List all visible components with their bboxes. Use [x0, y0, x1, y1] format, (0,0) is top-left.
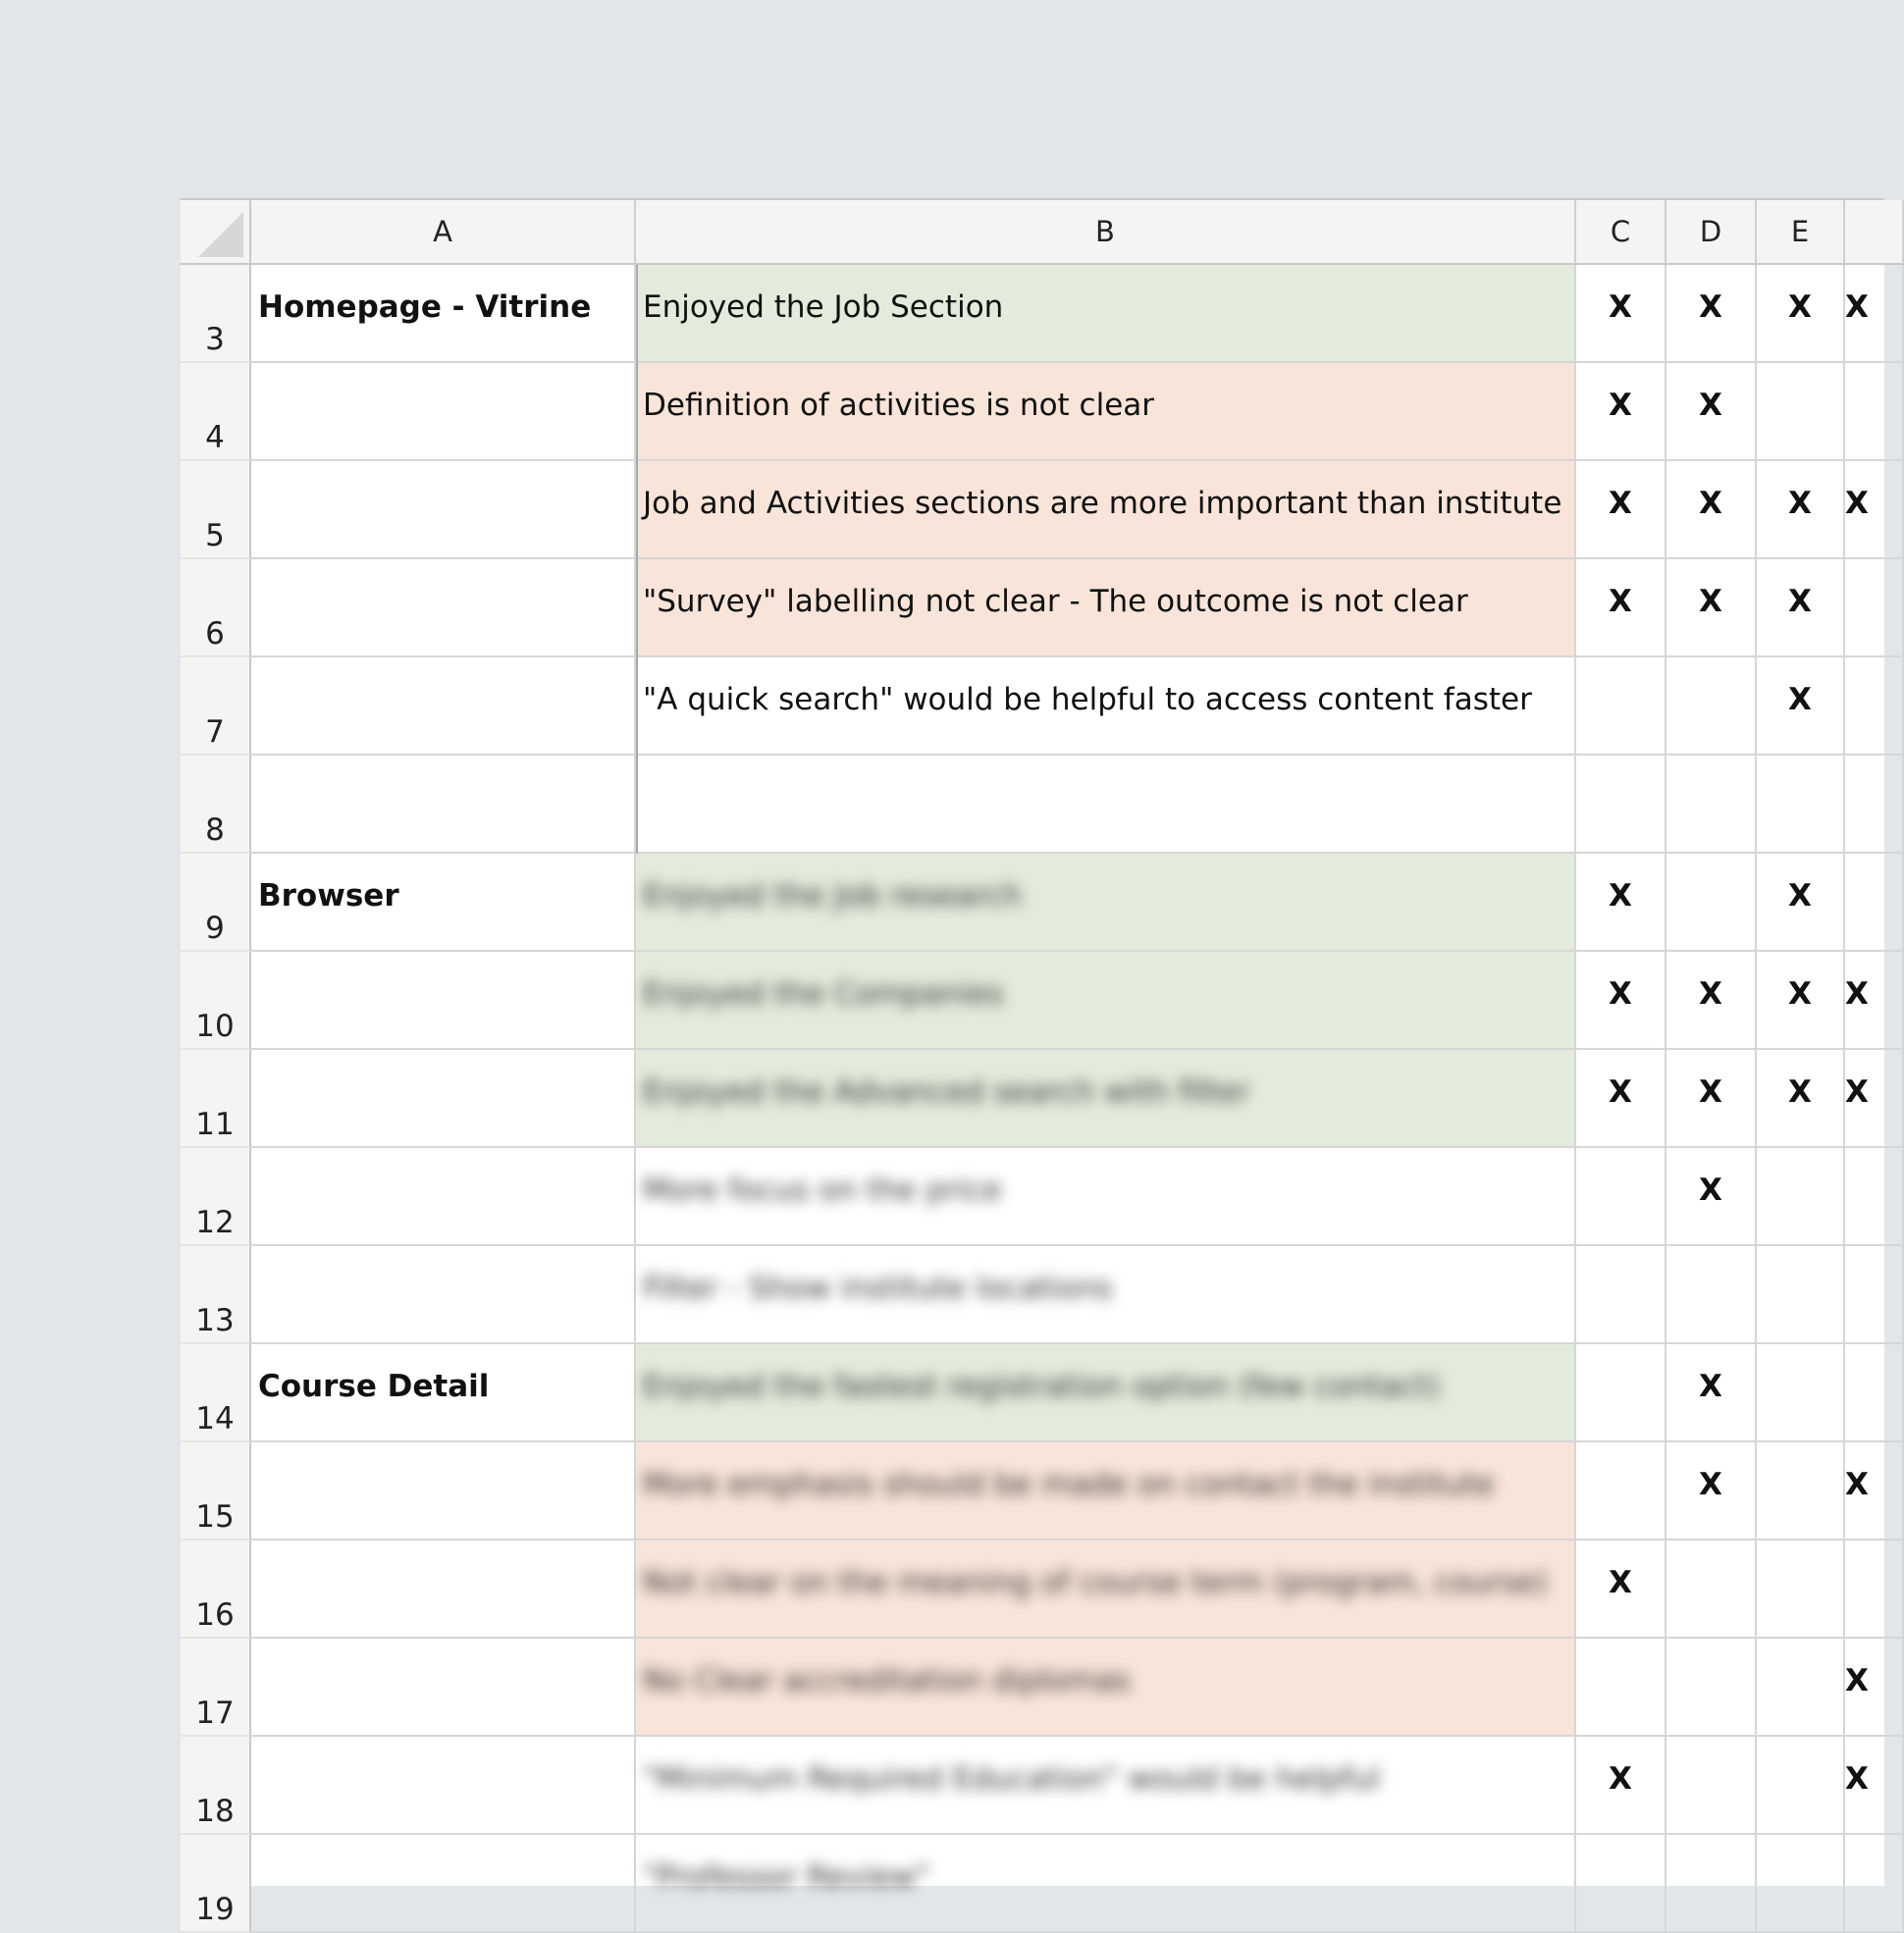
- column-b-left-border: [636, 265, 638, 854]
- column-header-c[interactable]: C: [1576, 200, 1666, 265]
- cell-b-text: More focus on the price: [643, 1173, 1002, 1208]
- cell-b[interactable]: [636, 1737, 1576, 1835]
- cell-f[interactable]: [1845, 265, 1904, 363]
- cell-c-text: X: [1609, 878, 1632, 914]
- cell-d-text: X: [1699, 289, 1722, 325]
- cell-c-text: X: [1609, 486, 1632, 521]
- cell-f[interactable]: [1845, 854, 1904, 952]
- cell-b-text: Enjoyed the Companies: [643, 976, 1004, 1012]
- cell-b[interactable]: [636, 1541, 1576, 1639]
- cell-d[interactable]: [1666, 265, 1757, 363]
- cell-c[interactable]: [1576, 756, 1666, 854]
- cell-f[interactable]: [1845, 952, 1904, 1050]
- cell-a[interactable]: [251, 559, 636, 657]
- cell-c-text: X: [1609, 388, 1632, 423]
- cell-b-text: "Minimum Required Education" would be helpful: [643, 1761, 1380, 1797]
- cell-a[interactable]: [251, 756, 636, 854]
- cell-e[interactable]: [1757, 1541, 1845, 1639]
- cell-f[interactable]: [1845, 657, 1904, 756]
- column-header-b[interactable]: B: [636, 200, 1576, 265]
- cell-e[interactable]: [1757, 1050, 1845, 1148]
- cell-c-text: X: [1609, 289, 1632, 325]
- cell-f-text: X: [1845, 976, 1869, 1012]
- cell-a[interactable]: [251, 1442, 636, 1541]
- cell-c-text: X: [1609, 584, 1632, 619]
- cell-f[interactable]: [1845, 1050, 1904, 1148]
- cell-b[interactable]: [636, 461, 1576, 559]
- cell-e-text: X: [1788, 1074, 1812, 1110]
- cell-e-text: X: [1788, 682, 1812, 717]
- cell-d-text: X: [1699, 1369, 1722, 1404]
- cell-c[interactable]: [1576, 559, 1666, 657]
- cell-b[interactable]: [636, 952, 1576, 1050]
- cell-b[interactable]: [636, 1442, 1576, 1541]
- cell-a[interactable]: [251, 1639, 636, 1737]
- cell-c[interactable]: [1576, 1835, 1666, 1933]
- cell-f[interactable]: [1845, 756, 1904, 854]
- cell-a[interactable]: [251, 1246, 636, 1344]
- cell-f-text: X: [1845, 1761, 1869, 1797]
- cell-b[interactable]: [636, 1246, 1576, 1344]
- cell-c[interactable]: [1576, 1442, 1666, 1541]
- row-header[interactable]: 3: [181, 265, 251, 363]
- cell-c[interactable]: [1576, 854, 1666, 952]
- cell-e[interactable]: [1757, 1639, 1845, 1737]
- cell-e-text: X: [1788, 976, 1812, 1012]
- row-header[interactable]: 9: [181, 854, 251, 952]
- row-header[interactable]: 5: [181, 461, 251, 559]
- cell-b-text: Enjoyed the fastest registration option (few contact): [643, 1369, 1440, 1404]
- cell-a[interactable]: [251, 363, 636, 461]
- cell-c-text: X: [1609, 1074, 1632, 1110]
- row-header[interactable]: 15: [181, 1442, 251, 1541]
- cell-b[interactable]: [636, 1835, 1576, 1933]
- cell-e[interactable]: [1757, 756, 1845, 854]
- cell-d[interactable]: [1666, 1639, 1757, 1737]
- select-all-triangle-icon: [198, 212, 243, 257]
- cell-b[interactable]: [636, 265, 1576, 363]
- row-header[interactable]: 10: [181, 952, 251, 1050]
- cell-c[interactable]: [1576, 1246, 1666, 1344]
- cell-b[interactable]: [636, 756, 1576, 854]
- cell-d-text: X: [1699, 1074, 1722, 1110]
- cell-e[interactable]: [1757, 657, 1845, 756]
- cell-a-text: Homepage - Vitrine: [258, 289, 592, 325]
- cell-a[interactable]: [251, 1541, 636, 1639]
- cell-d[interactable]: [1666, 1344, 1757, 1442]
- column-header-a[interactable]: A: [251, 200, 636, 265]
- cell-d[interactable]: [1666, 657, 1757, 756]
- cell-b[interactable]: [636, 657, 1576, 756]
- cell-e[interactable]: [1757, 1344, 1845, 1442]
- column-header-d[interactable]: D: [1666, 200, 1757, 265]
- cell-e-text: X: [1788, 486, 1812, 521]
- cell-e-text: X: [1788, 584, 1812, 619]
- cell-d[interactable]: [1666, 1246, 1757, 1344]
- row-header[interactable]: 12: [181, 1148, 251, 1246]
- cell-d[interactable]: [1666, 756, 1757, 854]
- cell-e[interactable]: [1757, 854, 1845, 952]
- cell-d[interactable]: [1666, 559, 1757, 657]
- cell-d[interactable]: [1666, 1050, 1757, 1148]
- cell-b-text: More emphasis should be made on contact the institute: [643, 1467, 1495, 1502]
- cell-d[interactable]: [1666, 461, 1757, 559]
- cell-d-text: X: [1699, 976, 1722, 1012]
- cell-d[interactable]: [1666, 952, 1757, 1050]
- row-header[interactable]: 18: [181, 1737, 251, 1835]
- cell-c-text: X: [1609, 1565, 1632, 1600]
- cell-c[interactable]: [1576, 1344, 1666, 1442]
- cell-b-text: Enjoyed the Job Section: [643, 289, 1004, 325]
- cell-c-text: X: [1609, 976, 1632, 1012]
- cell-b[interactable]: [636, 854, 1576, 952]
- cell-b-text: "A quick search" would be helpful to access content faster: [643, 682, 1532, 717]
- cell-f[interactable]: [1845, 461, 1904, 559]
- cell-a-text: Course Detail: [258, 1369, 490, 1404]
- cell-f[interactable]: [1845, 1246, 1904, 1344]
- cell-c[interactable]: [1576, 1050, 1666, 1148]
- cell-b[interactable]: [636, 1344, 1576, 1442]
- row-header[interactable]: 8: [181, 756, 251, 854]
- cell-e-text: X: [1788, 289, 1812, 325]
- cell-c[interactable]: [1576, 1737, 1666, 1835]
- cell-d-text: X: [1699, 1467, 1722, 1502]
- cell-f[interactable]: [1845, 1442, 1904, 1541]
- cell-d[interactable]: [1666, 1541, 1757, 1639]
- cell-e[interactable]: [1757, 1148, 1845, 1246]
- cell-b-text: Definition of activities is not clear: [643, 388, 1155, 423]
- row-header[interactable]: 6: [181, 559, 251, 657]
- row-header[interactable]: 17: [181, 1639, 251, 1737]
- cell-e[interactable]: [1757, 265, 1845, 363]
- cell-f[interactable]: [1845, 363, 1904, 461]
- cell-f[interactable]: [1845, 1344, 1904, 1442]
- cell-c[interactable]: [1576, 657, 1666, 756]
- row-header[interactable]: 4: [181, 363, 251, 461]
- cell-d-text: X: [1699, 1173, 1722, 1208]
- cell-f-text: X: [1845, 289, 1869, 325]
- spreadsheet-grid: [181, 198, 1884, 1927]
- cell-b[interactable]: [636, 1148, 1576, 1246]
- cell-b-text: No Clear accreditation diplomas: [643, 1663, 1131, 1698]
- cell-f-text: X: [1845, 486, 1869, 521]
- cell-a[interactable]: [251, 1737, 636, 1835]
- select-all-corner[interactable]: [181, 200, 251, 265]
- row-header[interactable]: 14: [181, 1344, 251, 1442]
- cell-f-text: X: [1845, 1467, 1869, 1502]
- cell-a[interactable]: [251, 265, 636, 363]
- cell-d[interactable]: [1666, 1835, 1757, 1933]
- cell-d-text: X: [1699, 486, 1722, 521]
- cell-d[interactable]: [1666, 1442, 1757, 1541]
- cell-c[interactable]: [1576, 1148, 1666, 1246]
- cell-b-text: Job and Activities sections are more important than institute: [643, 486, 1562, 521]
- cell-d[interactable]: [1666, 1737, 1757, 1835]
- cell-c[interactable]: [1576, 952, 1666, 1050]
- cell-f[interactable]: [1845, 1639, 1904, 1737]
- cell-f[interactable]: [1845, 1737, 1904, 1835]
- cell-b-text: "Survey" labelling not clear - The outcome is not clear: [643, 584, 1468, 619]
- cell-c[interactable]: [1576, 265, 1666, 363]
- cell-d[interactable]: [1666, 854, 1757, 952]
- row-header[interactable]: 19: [181, 1835, 251, 1933]
- cell-a[interactable]: [251, 1344, 636, 1442]
- cell-d[interactable]: [1666, 1148, 1757, 1246]
- cell-c[interactable]: [1576, 461, 1666, 559]
- cell-c-text: X: [1609, 1761, 1632, 1797]
- cell-f[interactable]: [1845, 1835, 1904, 1933]
- cell-e[interactable]: [1757, 363, 1845, 461]
- cell-b-text: Enjoyed the Advanced search with filter: [643, 1074, 1250, 1110]
- cell-c[interactable]: [1576, 1541, 1666, 1639]
- cell-a[interactable]: [251, 1050, 636, 1148]
- cell-a[interactable]: [251, 461, 636, 559]
- cell-e[interactable]: [1757, 1442, 1845, 1541]
- row-header[interactable]: 13: [181, 1246, 251, 1344]
- cell-e-text: X: [1788, 878, 1812, 914]
- cell-e[interactable]: [1757, 1835, 1845, 1933]
- cell-d-text: X: [1699, 388, 1722, 423]
- cell-b-text: Filter - Show institute locations: [643, 1271, 1113, 1306]
- cell-a[interactable]: [251, 854, 636, 952]
- cell-f[interactable]: [1845, 1541, 1904, 1639]
- row-header[interactable]: 16: [181, 1541, 251, 1639]
- cell-a-text: Browser: [258, 878, 399, 914]
- column-header-e[interactable]: E: [1757, 200, 1845, 265]
- cell-e[interactable]: [1757, 1246, 1845, 1344]
- cell-a[interactable]: [251, 952, 636, 1050]
- cell-e[interactable]: [1757, 461, 1845, 559]
- cell-f-text: X: [1845, 1663, 1869, 1698]
- cell-b-text: "Professor Review": [643, 1859, 930, 1895]
- cell-c[interactable]: [1576, 1639, 1666, 1737]
- row-header[interactable]: 11: [181, 1050, 251, 1148]
- cell-b-text: Not clear on the meaning of course term (program, course): [643, 1565, 1548, 1600]
- cell-c[interactable]: [1576, 363, 1666, 461]
- cell-a[interactable]: [251, 1835, 636, 1933]
- cell-a[interactable]: [251, 1148, 636, 1246]
- cell-a[interactable]: [251, 657, 636, 756]
- cell-f[interactable]: [1845, 1148, 1904, 1246]
- cell-e[interactable]: [1757, 1737, 1845, 1835]
- cell-f-text: X: [1845, 1074, 1869, 1110]
- cell-b[interactable]: [636, 559, 1576, 657]
- cell-b[interactable]: [636, 1639, 1576, 1737]
- column-header-f-partial[interactable]: [1845, 200, 1904, 265]
- cell-d-text: X: [1699, 584, 1722, 619]
- cell-e[interactable]: [1757, 952, 1845, 1050]
- cell-e[interactable]: [1757, 559, 1845, 657]
- cell-b[interactable]: [636, 1050, 1576, 1148]
- row-header[interactable]: 7: [181, 657, 251, 756]
- cell-b[interactable]: [636, 363, 1576, 461]
- cell-d[interactable]: [1666, 363, 1757, 461]
- cell-b-text: Enjoyed the Job research: [643, 878, 1023, 914]
- cell-f[interactable]: [1845, 559, 1904, 657]
